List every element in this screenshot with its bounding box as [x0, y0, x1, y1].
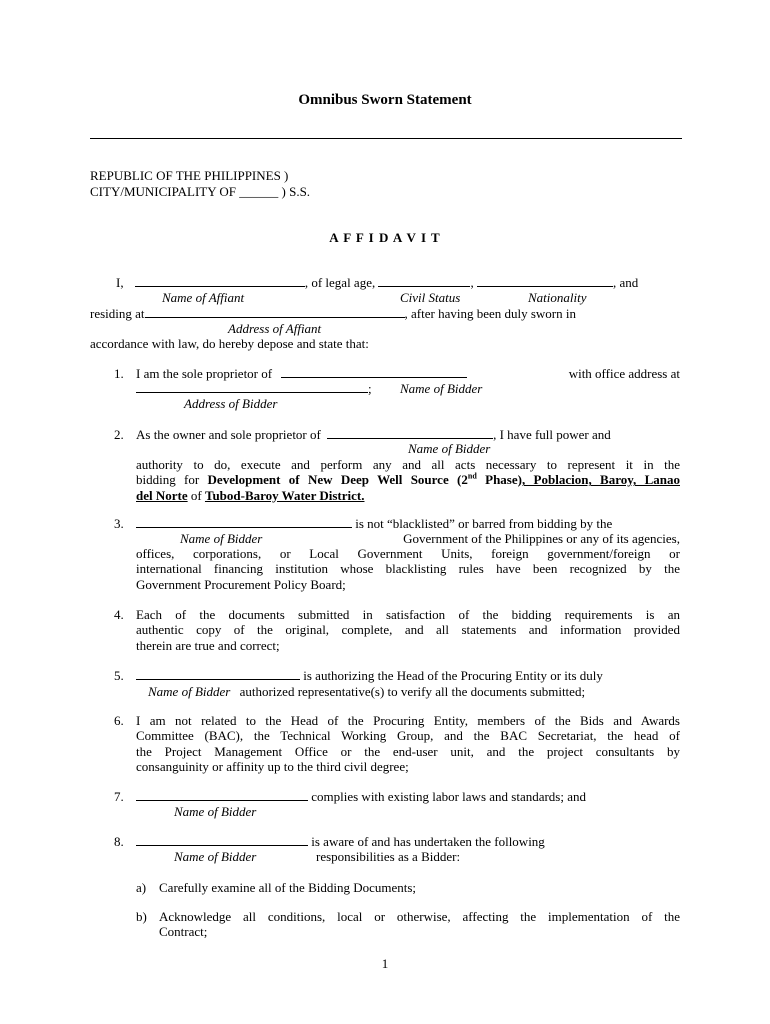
item-3-body-line2: offices, corporations, or Local Government Units, foreign government/foreign or [136, 546, 680, 561]
item-6-line2: Committee (BAC), the Technical Working Group, and the BAC Secretariat, the head of [136, 728, 680, 744]
intro-legal-age: , of legal age, [304, 275, 376, 290]
label-affiant: Name of Affiant [162, 290, 245, 305]
after-sworn-text: , after having been duly sworn in [404, 306, 576, 321]
item-5-text-a: is authorizing the Head of the Procuring Entity or its duly [303, 668, 603, 683]
page-number: 1 [381, 956, 389, 971]
item-3-body-line3: international financing institution whose blacklisting rules have been recognized by the [136, 561, 680, 577]
item-6-body [136, 713, 680, 774]
item-7-bidder-blank[interactable] [136, 789, 308, 801]
header-city: CITY/MUNICIPALITY OF ______ ) S.S. [90, 184, 311, 199]
project-province: del Norte [136, 487, 188, 503]
item-1-line1 [136, 366, 680, 381]
item-2-text-a: As the owner and sole proprietor of [136, 427, 321, 442]
nationality-blank[interactable] [477, 275, 613, 287]
item-2-bidder-blank[interactable] [327, 427, 493, 439]
item-2-body-line3 [136, 488, 680, 503]
item-1-address-blank[interactable] [136, 381, 368, 393]
affiant-name-blank[interactable] [135, 275, 305, 287]
item-number-3: 3. [114, 516, 124, 531]
project-location: , Poblacion, Baroy, Lanao [521, 472, 680, 488]
label-address-affiant: Address of Affiant [228, 321, 322, 336]
item-4-line3: therein are true and correct; [136, 637, 280, 653]
item-number-5: 5. [114, 668, 124, 683]
item-1-text-a: I am the sole proprietor of [136, 366, 273, 381]
item-4-body [136, 607, 680, 653]
item-1-bidder-blank[interactable] [281, 366, 467, 378]
item-3-label-bidder: Name of Bidder [180, 531, 263, 546]
item-6-line4: consanguinity or affinity up to the third civil degree; [136, 758, 409, 774]
project-phase-superscript: nd [467, 471, 477, 481]
item-2-body-line1: authority to do, execute and perform any and all acts necessary to represent it in the [136, 457, 680, 472]
item-2-text-b: , I have full power and [493, 427, 611, 442]
item-2-body-line2 [136, 472, 680, 487]
subitem-b-body [159, 909, 680, 940]
civil-status-blank[interactable] [378, 275, 470, 287]
item-number-1: 1. [114, 366, 124, 381]
item-5-text-b: authorized representative(s) to verify all the documents submitted; [239, 684, 586, 699]
item-3-text-a: is not “blacklisted” or barred from bidding by the [355, 516, 613, 531]
item-number-4: 4. [114, 607, 124, 622]
header-republic: REPUBLIC OF THE PHILIPPINES ) [90, 168, 289, 183]
item-5-line2 [148, 684, 585, 699]
affidavit-heading: A F F I D A V I T [329, 230, 441, 245]
item-3-body-line4: Government Procurement Policy Board; [136, 576, 346, 592]
subitem-b-line2: Contract; [159, 924, 208, 940]
item-8-line1 [136, 834, 545, 849]
subitem-a-marker: a) [136, 880, 147, 895]
item-1-semicolon: ; [368, 381, 372, 396]
intro-and: , and [612, 275, 639, 290]
item-3-bidder-blank[interactable] [136, 516, 352, 528]
item-3-body [136, 546, 680, 592]
item-5-line1 [136, 668, 603, 683]
item-7-line1 [136, 789, 586, 804]
item-1-text-b: with office address at [568, 366, 680, 381]
label-civil-status: Civil Status [400, 290, 461, 305]
residing-text: residing at [90, 306, 145, 321]
item-2-bidding-for: bidding for [136, 472, 208, 488]
label-nationality: Nationality [528, 290, 587, 305]
item-number-6: 6. [114, 713, 124, 728]
item-6-line1: I am not related to the Head of the Procuring Entity, members of the Bids and Awards [136, 713, 680, 728]
intro-comma: , [470, 275, 474, 290]
accordance-text: accordance with law, do hereby depose and state that: [90, 336, 369, 351]
project-name: Development of New Deep Well Source (2 [207, 472, 468, 488]
subitem-b-line1: Acknowledge all conditions, local or otherwise, affecting the implementation of the [159, 909, 680, 924]
item-7-text-a: complies with existing labor laws and standards; and [311, 789, 587, 804]
document-title: Omnibus Sworn Statement [298, 92, 472, 108]
item-8-bidder-blank[interactable] [136, 834, 308, 846]
item-1-label-address: Address of Bidder [184, 396, 278, 411]
item-number-2: 2. [114, 427, 124, 442]
item-2-label-bidder: Name of Bidder [408, 441, 491, 456]
address-blank[interactable] [145, 306, 405, 318]
item-1-line2 [136, 381, 372, 396]
item-8-text-a: is aware of and has undertaken the following [311, 834, 545, 849]
item-2-of: of [187, 487, 205, 503]
residing-line [90, 306, 576, 321]
item-2-line1 [136, 427, 611, 442]
item-number-7: 7. [114, 789, 124, 804]
item-3-line1 [136, 516, 612, 531]
project-phase: Phase) [476, 472, 522, 488]
procuring-entity-name: Tubod-Baroy Water District. [204, 487, 365, 503]
item-5-label-bidder: Name of Bidder [148, 684, 231, 699]
item-3-body-line1: Government of the Philippines or any of its agencies, [403, 531, 680, 546]
item-6-line3: the Project Management Office or the end-user unit, and the project consultants by [136, 743, 680, 759]
subitem-a-text: Carefully examine all of the Bidding Documents; [159, 880, 417, 895]
item-number-8: 8. [114, 834, 124, 849]
item-8-label-bidder: Name of Bidder [174, 849, 257, 864]
item-4-line1: Each of the documents submitted in satisfaction of the bidding requirements is an [136, 607, 680, 622]
item-4-line2: authentic copy of the original, complete, and all statements and information provided [136, 622, 680, 638]
item-2-body [136, 457, 680, 503]
intro-line [116, 275, 638, 290]
subitem-b-marker: b) [136, 909, 147, 924]
item-1-label-bidder: Name of Bidder [400, 381, 483, 396]
title-divider [90, 138, 682, 139]
item-7-label-bidder: Name of Bidder [174, 804, 257, 819]
item-5-bidder-blank[interactable] [136, 668, 300, 680]
intro-i: I, [116, 275, 124, 290]
item-8-text-b: responsibilities as a Bidder: [316, 849, 461, 864]
